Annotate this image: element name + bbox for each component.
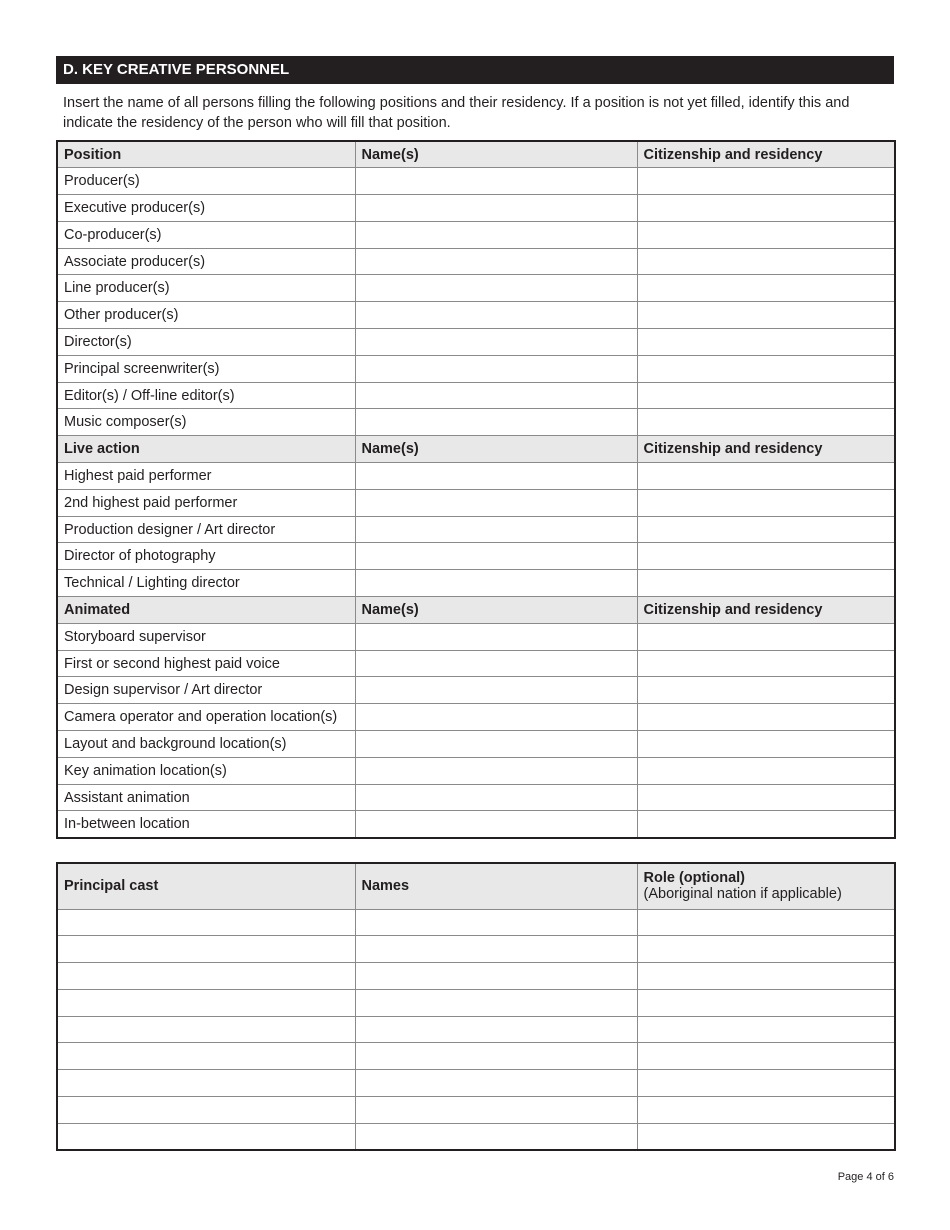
cast-names-field[interactable] <box>355 1016 637 1043</box>
table-row <box>57 248 895 275</box>
table-row <box>57 811 895 838</box>
residency-field[interactable] <box>637 195 895 222</box>
residency-field[interactable] <box>637 302 895 329</box>
cast-role-field[interactable] <box>637 1097 895 1124</box>
table-row <box>57 195 895 222</box>
table-row <box>57 382 895 409</box>
position-label: Associate producer(s) <box>57 248 355 275</box>
residency-field[interactable] <box>637 623 895 650</box>
position-label: 2nd highest paid performer <box>57 489 355 516</box>
table-row <box>57 784 895 811</box>
cast-role-field[interactable] <box>637 1043 895 1070</box>
names-field[interactable] <box>355 302 637 329</box>
names-field[interactable] <box>355 248 637 275</box>
position-label: In-between location <box>57 811 355 838</box>
table-row <box>57 168 895 195</box>
table-row <box>57 677 895 704</box>
names-field[interactable] <box>355 463 637 490</box>
live-action-header-row-position: Live action <box>57 436 355 463</box>
names-field[interactable] <box>355 731 637 758</box>
table-row <box>57 489 895 516</box>
residency-field[interactable] <box>637 489 895 516</box>
position-label: Producer(s) <box>57 168 355 195</box>
residency-field[interactable] <box>637 355 895 382</box>
cast-names-field[interactable] <box>355 1070 637 1097</box>
cast-row <box>57 1016 895 1043</box>
residency-field[interactable] <box>637 516 895 543</box>
cast-row <box>57 936 895 963</box>
table-row <box>57 463 895 490</box>
section-title: D. KEY CREATIVE PERSONNEL <box>56 56 894 84</box>
cast-row <box>57 1043 895 1070</box>
cast-header-principal-cast: Principal cast <box>57 863 355 909</box>
residency-field[interactable] <box>637 409 895 436</box>
residency-field[interactable] <box>637 275 895 302</box>
cast-role-field[interactable] <box>637 1123 895 1150</box>
live-action-header-row <box>57 436 895 463</box>
position-label: Highest paid performer <box>57 463 355 490</box>
cast-row <box>57 989 895 1016</box>
cast-row <box>57 909 895 936</box>
table-row <box>57 329 895 356</box>
cast-role-field[interactable] <box>637 936 895 963</box>
names-field[interactable] <box>355 329 637 356</box>
key-header-row-residency: Citizenship and residency <box>637 141 895 168</box>
page-number: Page 4 of 6 <box>837 1171 894 1183</box>
residency-field[interactable] <box>637 784 895 811</box>
cast-row <box>57 963 895 990</box>
position-label: Co-producer(s) <box>57 221 355 248</box>
key-header-row-names: Name(s) <box>355 141 637 168</box>
cast-names-field[interactable] <box>355 936 637 963</box>
cast-names-field[interactable] <box>355 1043 637 1070</box>
animated-header-row-position: Animated <box>57 597 355 624</box>
position-label: Editor(s) / Off-line editor(s) <box>57 382 355 409</box>
key-header-row <box>57 141 895 168</box>
cast-name-field[interactable] <box>57 936 355 963</box>
position-label: Other producer(s) <box>57 302 355 329</box>
names-field[interactable] <box>355 516 637 543</box>
residency-field[interactable] <box>637 650 895 677</box>
cast-role-field[interactable] <box>637 1016 895 1043</box>
cast-name-field[interactable] <box>57 909 355 936</box>
names-field[interactable] <box>355 168 637 195</box>
cast-header-row <box>57 863 895 909</box>
position-label: Production designer / Art director <box>57 516 355 543</box>
cast-role-field[interactable] <box>637 963 895 990</box>
position-label: Storyboard supervisor <box>57 623 355 650</box>
cast-header-role-sub: (Aboriginal nation if applicable) <box>643 886 842 903</box>
table-row <box>57 650 895 677</box>
cast-name-field[interactable] <box>57 963 355 990</box>
cast-name-field[interactable] <box>57 1070 355 1097</box>
names-field[interactable] <box>355 677 637 704</box>
position-label: Executive producer(s) <box>57 195 355 222</box>
names-field[interactable] <box>355 650 637 677</box>
position-label: Director(s) <box>57 329 355 356</box>
cast-names-field[interactable] <box>355 1123 637 1150</box>
position-label: Music composer(s) <box>57 409 355 436</box>
names-field[interactable] <box>355 757 637 784</box>
cast-name-field[interactable] <box>57 1016 355 1043</box>
cast-names-field[interactable] <box>355 963 637 990</box>
table-row <box>57 623 895 650</box>
cast-role-field[interactable] <box>637 989 895 1016</box>
table-row <box>57 516 895 543</box>
residency-field[interactable] <box>637 731 895 758</box>
position-label: Technical / Lighting director <box>57 570 355 597</box>
table-row <box>57 221 895 248</box>
residency-field[interactable] <box>637 757 895 784</box>
table-row <box>57 302 895 329</box>
names-field[interactable] <box>355 543 637 570</box>
principal-cast-table <box>56 862 896 1151</box>
names-field[interactable] <box>355 489 637 516</box>
position-label: Assistant animation <box>57 784 355 811</box>
residency-field[interactable] <box>637 811 895 838</box>
residency-field[interactable] <box>637 329 895 356</box>
table-row <box>57 409 895 436</box>
cast-header-role-label: Role (optional) <box>643 870 745 887</box>
position-label: Principal screenwriter(s) <box>57 355 355 382</box>
table-row <box>57 704 895 731</box>
cast-name-field[interactable] <box>57 1043 355 1070</box>
live-action-header-row-names: Name(s) <box>355 436 637 463</box>
table-row <box>57 757 895 784</box>
residency-field[interactable] <box>637 248 895 275</box>
animated-header-row <box>57 597 895 624</box>
cast-header-names: Names <box>355 863 637 909</box>
cast-name-field[interactable] <box>57 989 355 1016</box>
names-field[interactable] <box>355 195 637 222</box>
position-label: Camera operator and operation location(s) <box>57 704 355 731</box>
names-field[interactable] <box>355 784 637 811</box>
position-label: Line producer(s) <box>57 275 355 302</box>
cast-name-field[interactable] <box>57 1123 355 1150</box>
names-field[interactable] <box>355 811 637 838</box>
residency-field[interactable] <box>637 168 895 195</box>
cast-name-field[interactable] <box>57 1097 355 1124</box>
residency-field[interactable] <box>637 463 895 490</box>
cast-role-field[interactable] <box>637 909 895 936</box>
names-field[interactable] <box>355 355 637 382</box>
key-creative-personnel-table <box>56 140 896 839</box>
cast-names-field[interactable] <box>355 909 637 936</box>
residency-field[interactable] <box>637 382 895 409</box>
position-label: First or second highest paid voice <box>57 650 355 677</box>
cast-row <box>57 1097 895 1124</box>
names-field[interactable] <box>355 623 637 650</box>
animated-header-row-residency: Citizenship and residency <box>637 597 895 624</box>
table-row <box>57 731 895 758</box>
table-row <box>57 275 895 302</box>
names-field[interactable] <box>355 570 637 597</box>
position-label: Director of photography <box>57 543 355 570</box>
position-label: Key animation location(s) <box>57 757 355 784</box>
residency-field[interactable] <box>637 570 895 597</box>
residency-field[interactable] <box>637 704 895 731</box>
position-label: Design supervisor / Art director <box>57 677 355 704</box>
table-row <box>57 355 895 382</box>
animated-header-row-names: Name(s) <box>355 597 637 624</box>
residency-field[interactable] <box>637 543 895 570</box>
key-header-row-position: Position <box>57 141 355 168</box>
names-field[interactable] <box>355 275 637 302</box>
section-instructions: Insert the name of all persons filling the following positions and their residency. If a position is not yet filled, identify this and indicate the residency of the person who will fill that position. <box>63 95 850 131</box>
live-action-header-row-residency: Citizenship and residency <box>637 436 895 463</box>
cast-header-role <box>637 863 895 909</box>
table-row <box>57 570 895 597</box>
residency-field[interactable] <box>637 221 895 248</box>
cast-row <box>57 1123 895 1150</box>
cast-names-field[interactable] <box>355 1097 637 1124</box>
position-label: Layout and background location(s) <box>57 731 355 758</box>
names-field[interactable] <box>355 221 637 248</box>
cast-names-field[interactable] <box>355 989 637 1016</box>
residency-field[interactable] <box>637 677 895 704</box>
cast-role-field[interactable] <box>637 1070 895 1097</box>
cast-row <box>57 1070 895 1097</box>
names-field[interactable] <box>355 409 637 436</box>
names-field[interactable] <box>355 382 637 409</box>
table-row <box>57 543 895 570</box>
names-field[interactable] <box>355 704 637 731</box>
